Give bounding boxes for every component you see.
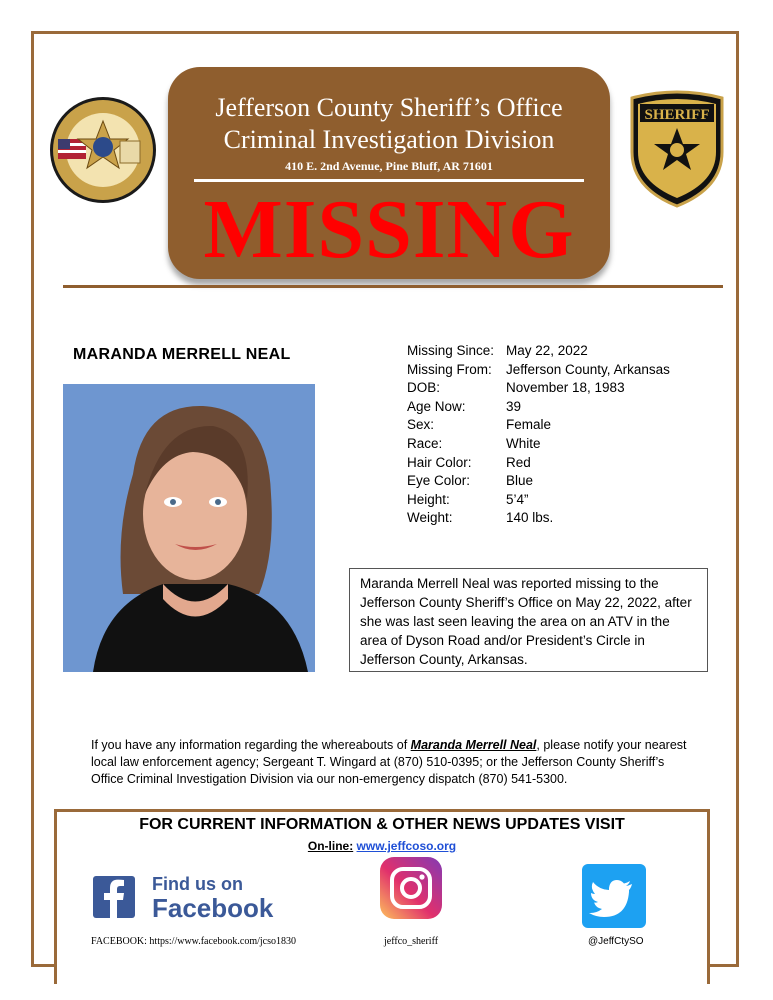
detail-row (407, 491, 670, 510)
detail-label: Eye Color: (407, 473, 471, 489)
detail-row (407, 472, 670, 491)
person-name: MARANDA MERRELL NEAL (73, 346, 291, 363)
detail-label: Missing From: (407, 361, 492, 377)
detail-label: Hair Color: (407, 454, 472, 470)
instagram-icon[interactable] (380, 857, 442, 919)
sheriff-badge-logo (628, 90, 726, 208)
detail-value: Jefferson County, Arkansas (506, 361, 670, 377)
detail-label: Height: (407, 491, 450, 507)
online-line (57, 839, 707, 853)
missing-headline: MISSING (203, 183, 575, 276)
twitter-icon[interactable] (582, 864, 646, 928)
detail-label: Weight: (407, 510, 453, 526)
detail-label: Age Now: (407, 398, 466, 414)
detail-row (407, 454, 670, 473)
contact-notice (91, 737, 691, 788)
header-banner (168, 67, 610, 279)
detail-row (407, 361, 670, 380)
detail-label: Sex: (407, 417, 435, 433)
detail-row (407, 435, 670, 454)
detail-value: Female (506, 417, 552, 433)
division-title: Criminal Investigation Division (223, 125, 555, 154)
notice-text-after: , please notify your nearest local law enforcement agency; Sergeant T. Wingard at (870) 510-0395; or the Jefferson County Sheriff’s Office Criminal Investigation Division via our non-emergency dispatch (870) 541-5300. (91, 738, 687, 786)
detail-row (407, 398, 670, 417)
banner-divider (194, 179, 584, 182)
office-title: Jefferson County Sheriff’s Office (215, 93, 563, 122)
facebook-icon[interactable] (93, 876, 135, 918)
detail-value: November 18, 1983 (506, 380, 625, 396)
case-summary: Maranda Merrell Neal was reported missing to the Jefferson County Sheriff’s Office on May 22, 2022, after she was last seen leaving the area on an ATV in the area of Dyson Road and/or President’s Circle in Jefferson County, Arkansas. (349, 568, 708, 672)
detail-label: Race: (407, 435, 443, 451)
website-link[interactable]: www.jeffcoso.org (356, 839, 457, 853)
facebook-find-label: Find us on (152, 874, 243, 894)
footer-box (54, 809, 710, 984)
detail-row (407, 342, 670, 361)
person-photo (63, 384, 315, 672)
detail-label: DOB: (407, 380, 441, 396)
detail-row (407, 379, 670, 398)
instagram-caption: jeffco_sheriff (384, 936, 439, 947)
facebook-wordmark: Facebook (152, 893, 274, 923)
notice-person-name: Maranda Merrell Neal (410, 738, 537, 752)
details-list (407, 342, 670, 528)
detail-label: Missing Since: (407, 343, 495, 358)
detail-value: Blue (506, 473, 534, 489)
detail-value: 5’4” (506, 491, 529, 507)
footer-heading: FOR CURRENT INFORMATION & OTHER NEWS UPDATES VISIT (139, 816, 625, 833)
twitter-caption: @JeffCtySO (588, 936, 644, 947)
detail-value: May 22, 2022 (506, 343, 588, 358)
section-divider (63, 285, 723, 288)
svg-text:SHERIFF: SHERIFF (644, 107, 710, 123)
detail-row (407, 416, 670, 435)
notice-text-before: If you have any information regarding the whereabouts of (91, 738, 411, 752)
detail-value: 140 lbs. (506, 510, 554, 526)
facebook-caption: FACEBOOK: https://www.facebook.com/jcso1830 (91, 936, 296, 947)
detail-value: Red (506, 454, 531, 470)
online-label: On-line: (307, 839, 354, 853)
detail-value: White (506, 435, 541, 451)
office-address: 410 E. 2nd Avenue, Pine Bluff, AR 71601 (285, 159, 493, 173)
detail-row (407, 509, 670, 528)
county-seal-logo (48, 95, 158, 205)
detail-value: 39 (506, 398, 522, 414)
facebook-find-us[interactable] (152, 872, 274, 923)
